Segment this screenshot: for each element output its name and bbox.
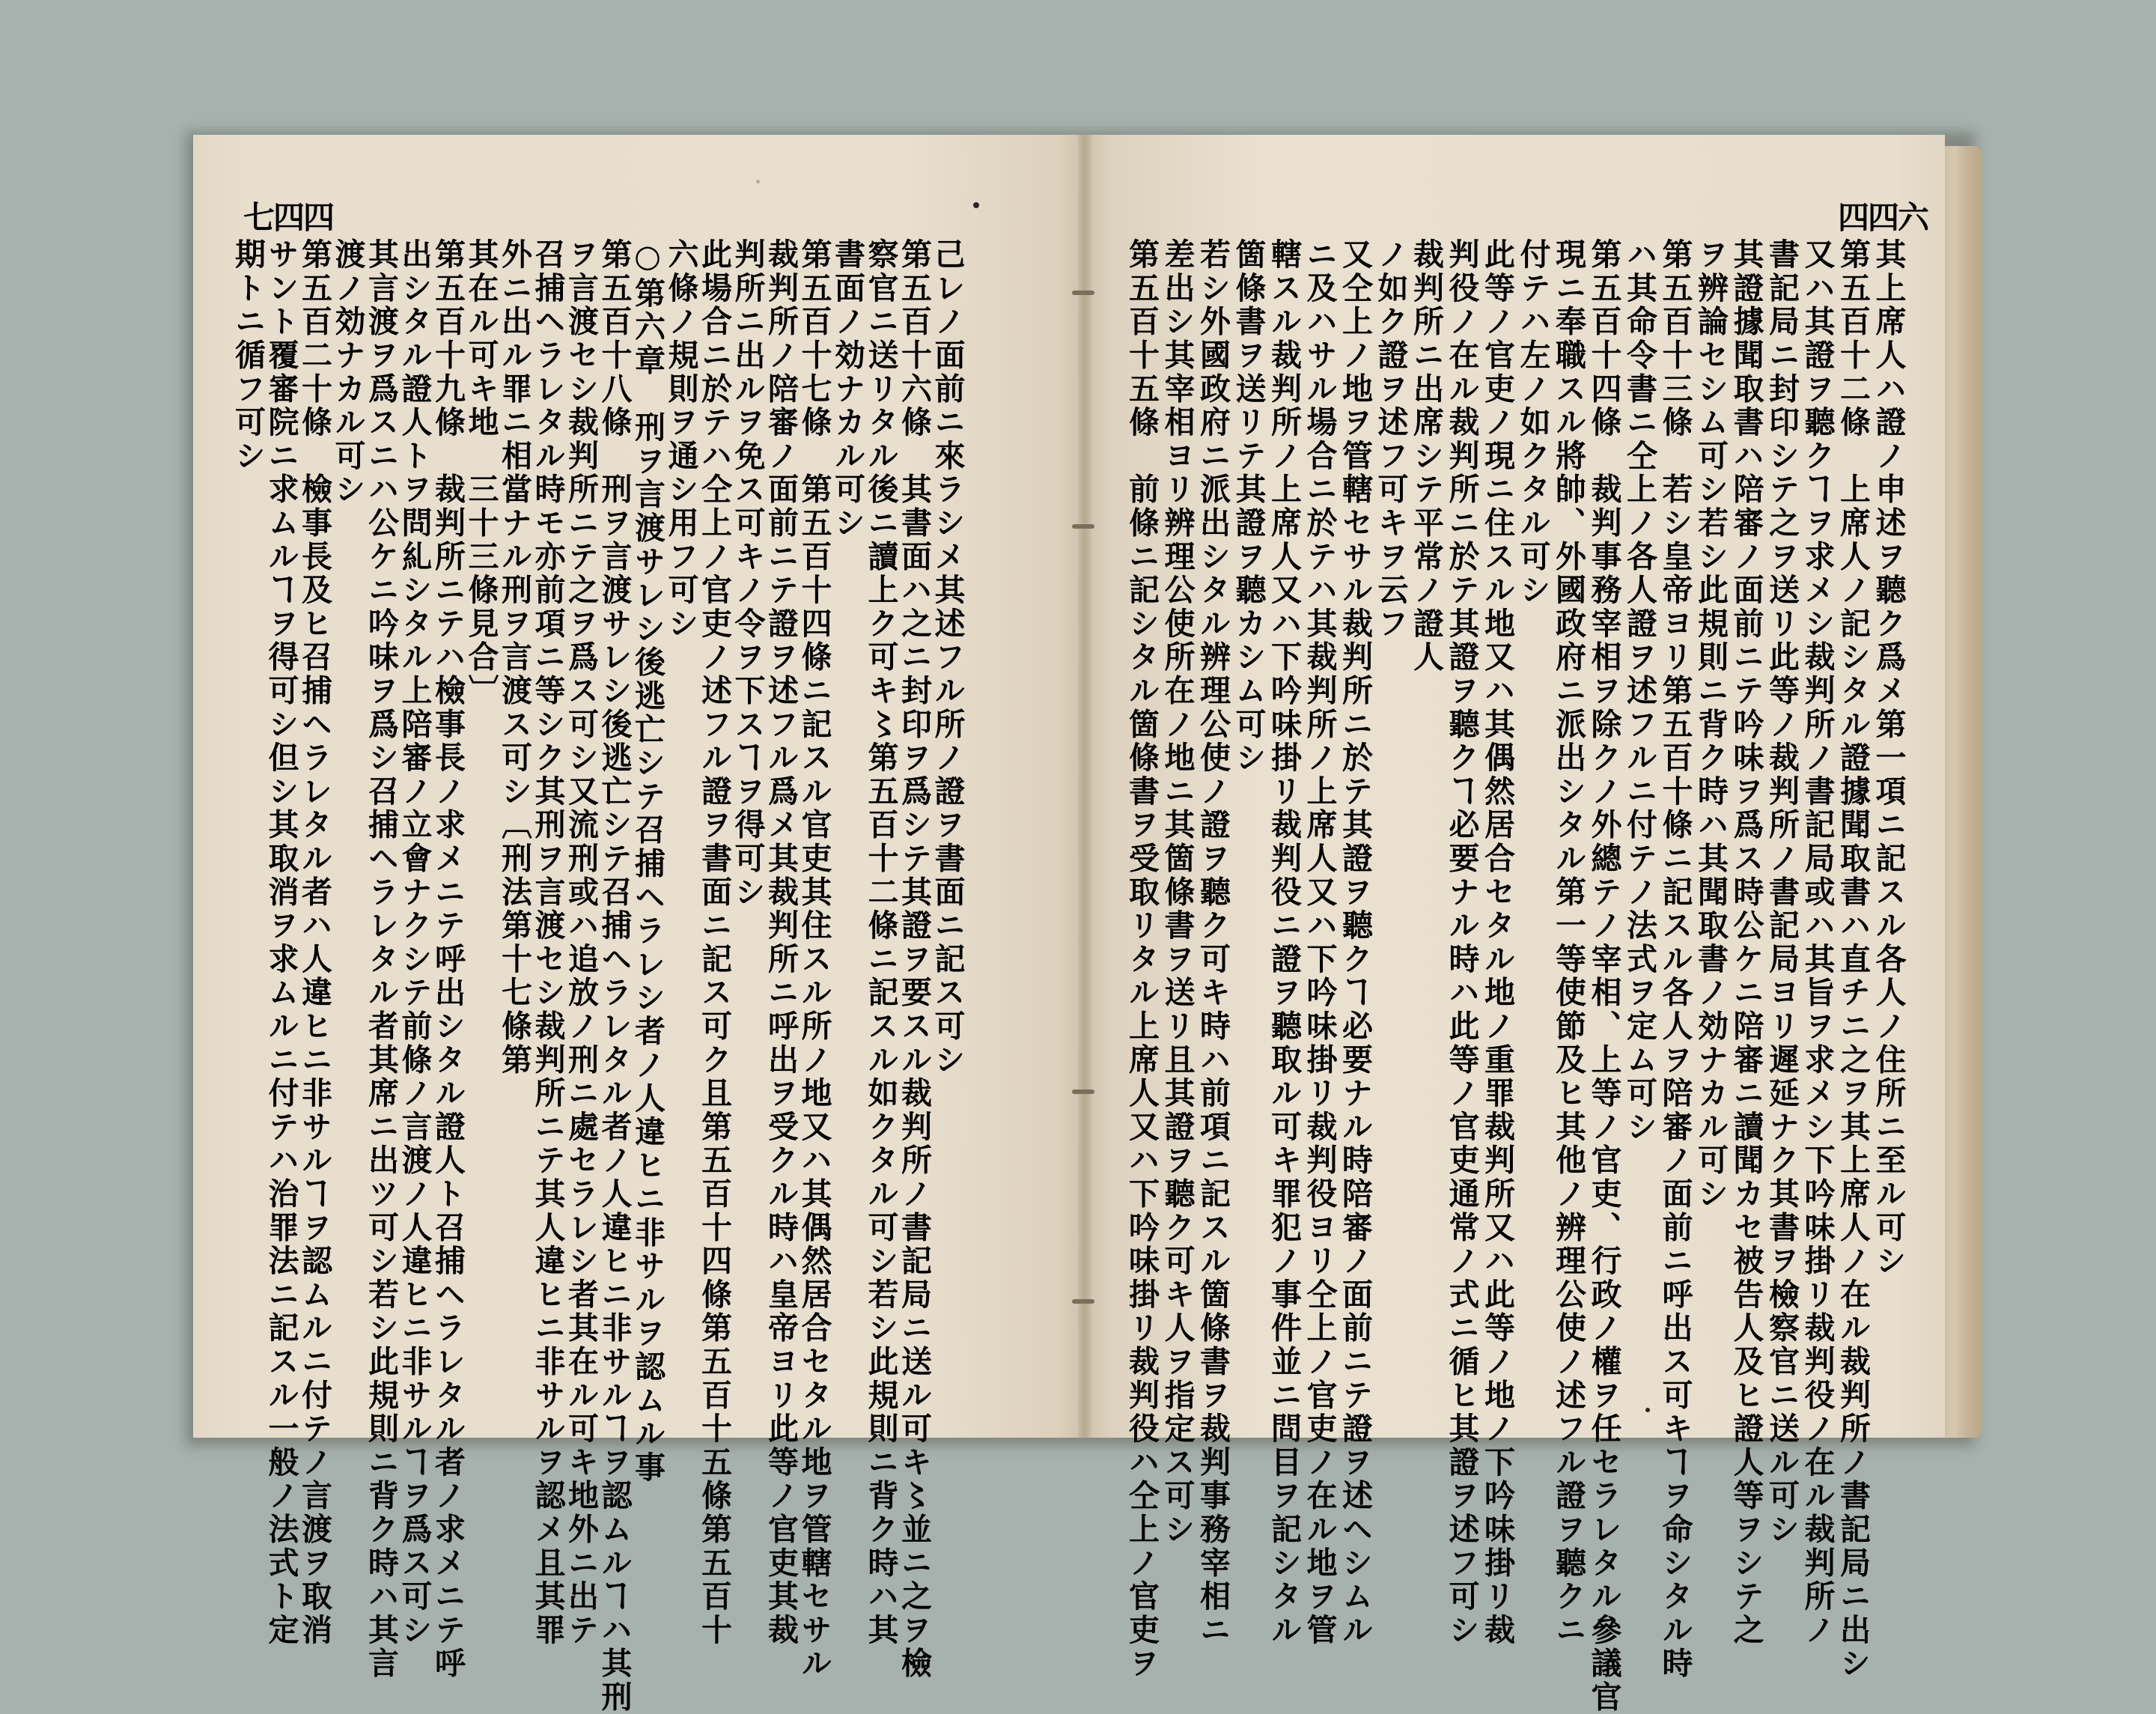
text-column: 外ニ出ル罪ニ相當ナル刑ヲ言渡ス可シ〔刑法第十七條第 [496, 238, 532, 1077]
book-gutter [1078, 135, 1091, 1438]
text-column: 其證據聞取書ハ陪審ノ面前ニテ吟味ヲ爲ス時公ケニ陪審ニ讀聞カセ被告人及ヒ證人等ヲシテ之 [1728, 238, 1764, 1647]
text-column: 判所ニ出ルヲ免ス可キノ令ヲ下スヿヲ得可シ [729, 238, 766, 909]
binding-stitch [1072, 1090, 1094, 1094]
text-column: 差出シ其宰相ヨリ辨理公使所在ノ地ニ其箇條書ヲ送リ且其證ヲ聽ク可キ人ヲ指定ス可シ [1159, 238, 1196, 1547]
text-column: 裁判所ニ出席シテ平常ノ證人 [1408, 238, 1444, 675]
binding-stitch [1072, 291, 1094, 295]
text-column: 書記局ニ封印シテ之ヲ送リ此等ノ裁判所ノ書記局ヨリ遲延ナク其書ヲ檢察官ニ送ル可シ [1764, 238, 1800, 1547]
text-column: 第五百十六條 其書面ハ之ニ封印ヲ爲シテ其證ヲ要スル裁判所ノ書記局ニ送ル可キ〻並ニ之ヲ檢 [896, 238, 932, 1681]
print-mark [756, 180, 760, 183]
text-column: 付テハ左ノ如クタル可シ [1514, 238, 1551, 607]
text-column: 渡ノ効ナカル可シ [329, 238, 366, 507]
print-mark [1645, 1408, 1650, 1412]
text-column: 其言渡ヲ爲スニハ公ケニ吟味ヲ爲シ召捕ヘラレタル者其席ニ出ツ可シ若シ此規則ニ背ク時ハ其言 [363, 238, 399, 1681]
text-column: 又仝上ノ地ヲ管轄セサル裁判所ニ於テ其證ヲ聽クヿ必要ナル時陪審ノ面前ニテ證ヲ述ヘシムル [1337, 238, 1373, 1647]
text-column: 第五百二十條 檢事長及ヒ召捕ヘラレタル者ハ人違ヒニ非サルヿヲ認ムルニ付テノ言渡ヲ取消 [296, 238, 332, 1647]
text-column: 己レノ面前ニ來ラシメ其述フル所ノ證ヲ書面ニ記ス可シ [929, 238, 966, 1077]
text-column: 第五百十七條 第五百十四條ニ記スル官吏其住スル所ノ地又ハ其偶然居合セタル地ヲ管轄セサル [796, 238, 832, 1681]
text-column: 若シ外國政府ニ派出シタル辨理公使ノ證ヲ聽ク可キ時ハ前項ニ記スル箇條書ヲ裁判事務宰相ニ [1195, 238, 1231, 1647]
text-column: ノ如ク證ヲ述フ可キヲ云フ [1372, 238, 1409, 641]
binding-stitch [1072, 1299, 1094, 1304]
text-column: 第五百十五條 前條ニ記シタル箇條書ヲ受取リタル上席人又ハ下吟味掛リ裁判役ハ仝上ノ官吏ヲ [1124, 238, 1160, 1681]
text-column: 第五百十四條 裁判事務宰相ヲ除クノ外總テノ宰相、上等ノ官吏、行政ノ權ヲ任セラレタル參議官 [1586, 238, 1622, 1714]
text-column: 又ハ其證ヲ聽クヿヲ求メシ裁判所ノ書記局或ハ其旨ヲ求メシ下吟味掛リ裁判役ノ在ル裁判所ノ [1799, 238, 1836, 1647]
text-column: 出シタル證人トヲ問糺シタル上陪審ノ立會ナクシテ前條ノ言渡ノ人違ヒニ非サルヿヲ爲ス可シ [396, 238, 433, 1647]
text-column: ヲ言渡セシ裁判所ニテ之ヲ爲ス可シ又流刑或ハ追放ノ刑ニ處セラレシ者其在ル可キ地外ニ出テ [563, 238, 599, 1647]
page-edge-stack [1943, 146, 1982, 1438]
text-column: 此場合ニ於テハ仝上ノ官吏ノ述フル證ヲ書面ニ記ス可ク且第五百十四條第五百十五條第五百十 [696, 238, 732, 1647]
print-mark [973, 202, 979, 208]
text-column: 其上席人ハ證ノ申述ヲ聽ク爲メ第一項ニ記スル各人ノ住所ニ至ル可シ [1870, 238, 1907, 1278]
text-column: 期トニ循フ可シ [230, 238, 266, 473]
text-column: ヲ辨論セシム可シ若シ此規則ニ背ク時ハ其聞取書ノ効ナカル可シ [1693, 238, 1729, 1212]
text-column: 察官ニ送リタル後ニ讀上ク可キ〻第五百十二條ニ記スル如クタル可シ若シ此規則ニ背ク時ハ其 [862, 238, 899, 1647]
text-column: ニ及ハサル場合ニ於テハ其裁判所ノ上席人又ハ下吟味掛リ裁判役ヨリ仝上ノ官吏ノ在ル地ヲ管 [1301, 238, 1338, 1647]
text-column: 第五百十九條 裁判所ニテハ檢事長ノ求メニテ呼出シタル證人ト召捕ヘラレタル者ノ求メニテ呼 [430, 238, 466, 1681]
text-column: ○第六章 刑ヲ言渡サレシ後逃亡シテ召捕ヘラレシ者ノ人違ヒニ非サルヲ認ムル事 [630, 238, 666, 1485]
text-column: 第五百十二條 上席人ノ記シタル證據聞取書ハ直チニ之ヲ其上席人ノ在ル裁判所ノ書記局ニ出シ [1835, 238, 1871, 1681]
text-column: 第五百十三條 若シ皇帝ヨリ第五百十條ニ記スル各人ヲ陪審ノ面前ニ呼出ス可キヿヲ命シタル時 [1657, 238, 1693, 1681]
text-column: 其在ル可キ地 三十三條見合〕 [463, 238, 499, 708]
text-column: 裁判所ノ陪審ノ面前ニテ證ヲ述フル爲メ其裁判所ニ呼出ヲ受クル時ハ皇帝ヨリ此等ノ官吏其裁 [763, 238, 799, 1647]
text-column: 書面ノ効ナカル可シ [829, 238, 865, 541]
text-column: 箇條書ヲ送リテ其證ヲ聽カシム可シ [1230, 238, 1267, 775]
text-column: 轄スル裁判所ノ上席人又ハ下吟味掛リ裁判役ニ證ヲ聽取ル可キ罪犯ノ事件並ニ問目ヲ記シタル [1266, 238, 1302, 1647]
text-column: 六條ノ規則ヲ通シ用フ可シ [663, 238, 699, 641]
page-number-right: 四四六 [1838, 199, 1928, 236]
text-column: 判役ノ在ル裁判所ニ於テ其證ヲ聽クヿ必要ナル時ハ此等ノ官吏通常ノ式ニ循ヒ其證ヲ述フ可シ [1443, 238, 1480, 1647]
binding-stitch [1072, 524, 1094, 529]
text-column: 召捕ヘラレタル時モ亦前項ニ等シク其刑ヲ言渡セシ裁判所ニテ其人違ヒニ非サルヲ認メ且其罪 [529, 238, 566, 1647]
text-column: ハ其命令書ニ仝上ノ各人證ヲ述フルニ付テノ法式ヲ定ム可シ [1621, 238, 1657, 1144]
text-column: 此等ノ官吏ノ現ニ住スル地又ハ其偶然居合セタル地ノ重罪裁判所又ハ此等ノ地ノ下吟味掛リ裁 [1479, 238, 1515, 1647]
text-column: 第五百十八條 刑ヲ言渡サレシ後逃亡シテ召捕ヘラレタル者ノ人違ヒニ非サルヿヲ認ムルヿハ其刑 [596, 238, 633, 1714]
text-column: 現ニ奉職スル將帥、外國政府ニ派出シタル第一等使節及ヒ其他ノ辨理公使ノ述フル證ヲ聽クニ [1550, 238, 1586, 1647]
text-column: サント覆審院ニ求ムルヿヲ得可シ但シ其取消ヲ求ムルニ付テハ治罪法ニ記スル一般ノ法式ト定 [263, 238, 299, 1647]
page-number-left: 七四四 [243, 199, 334, 236]
